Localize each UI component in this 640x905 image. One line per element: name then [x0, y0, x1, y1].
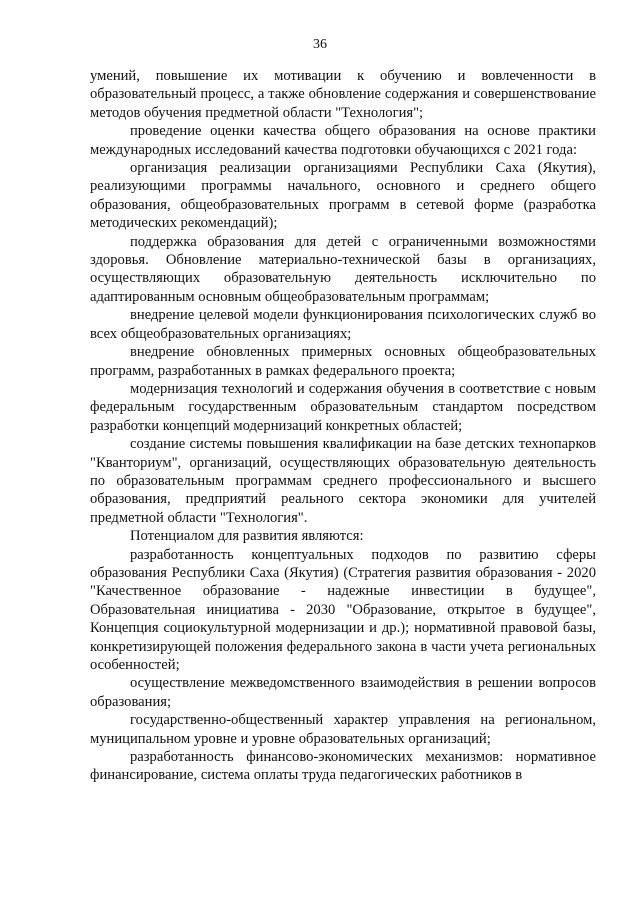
paragraph-interagency-cooperation: осуществление межведомственного взаимодействия в решении вопросов образования;: [90, 675, 596, 710]
paragraph-potential-heading: Потенциалом для развития являются:: [130, 528, 364, 545]
paragraph-disabled-support: поддержка образования для детей с ограниченными возможностями здоровья. Обновление материально-технической базы в организациях, осуществляющих образовательную деятельность исключительно по адаптированным основным общеобразовательным программам;: [90, 233, 596, 305]
paragraph-network-programs: организация реализации организациями Республики Саха (Якутия), реализующими программы начального, основного и среднего общего образования, общеобразовательных программ в сетевой форме (разработка методических рекомендаций);: [90, 160, 596, 232]
paragraph-public-management: государственно-общественный характер управления на региональном, муниципальном уровне и уровне образовательных организаций;: [90, 712, 596, 747]
paragraph-conceptual-approaches: разработанность концептуальных подходов по развитию сферы образования Республики Саха (Якутия) (Стратегия развития образования - 2020 "Качественное образование - надежные инвестиции в будущее", Образовательная инициатива - 2030 "Образование, открытое в будущее", Концепция социокультурной модернизации и др.); нормативной правовой базы, конкретизирующей положения федерального закона в части учета региональных особенностей;: [90, 546, 596, 673]
paragraph-qualification-system: создание системы повышения квалификации на базе детских технопарков "Кванториум", организаций, осуществляющих образовательную деятельность по образовательным программам среднего профессионального и высшего образования, предприятий реального сектора экономики для учителей предметной области "Технология".: [90, 436, 596, 526]
paragraph-quality-assessment: проведение оценки качества общего образования на основе практики международных исследований качества подготовки обучающихся с 2021 года:: [90, 123, 596, 158]
paragraph-continuation: умений, повышение их мотивации к обучению и вовлеченности в образовательный процесс, а также обновление содержания и совершенствование методов обучения предметной области "Технология";: [90, 68, 596, 121]
document-body: [90, 67, 596, 785]
page-number: 36: [313, 37, 327, 52]
paragraph-updated-programs: внедрение обновленных примерных основных общеобразовательных программ, разработанных в рамках федерального проекта;: [90, 344, 596, 379]
paragraph-technology-modernization: модернизация технологий и содержания обучения в соответствие с новым федеральным государственным образовательным стандартом посредством разработки концепций модернизаций конкретных областей;: [90, 380, 596, 434]
paragraph-financial-mechanisms: разработанность финансово-экономических механизмов: нормативное финансирование, система оплаты труда педагогических работников в: [90, 749, 596, 784]
paragraph-psychological-services: внедрение целевой модели функционирования психологических служб во всех общеобразовательных организациях;: [90, 307, 596, 342]
